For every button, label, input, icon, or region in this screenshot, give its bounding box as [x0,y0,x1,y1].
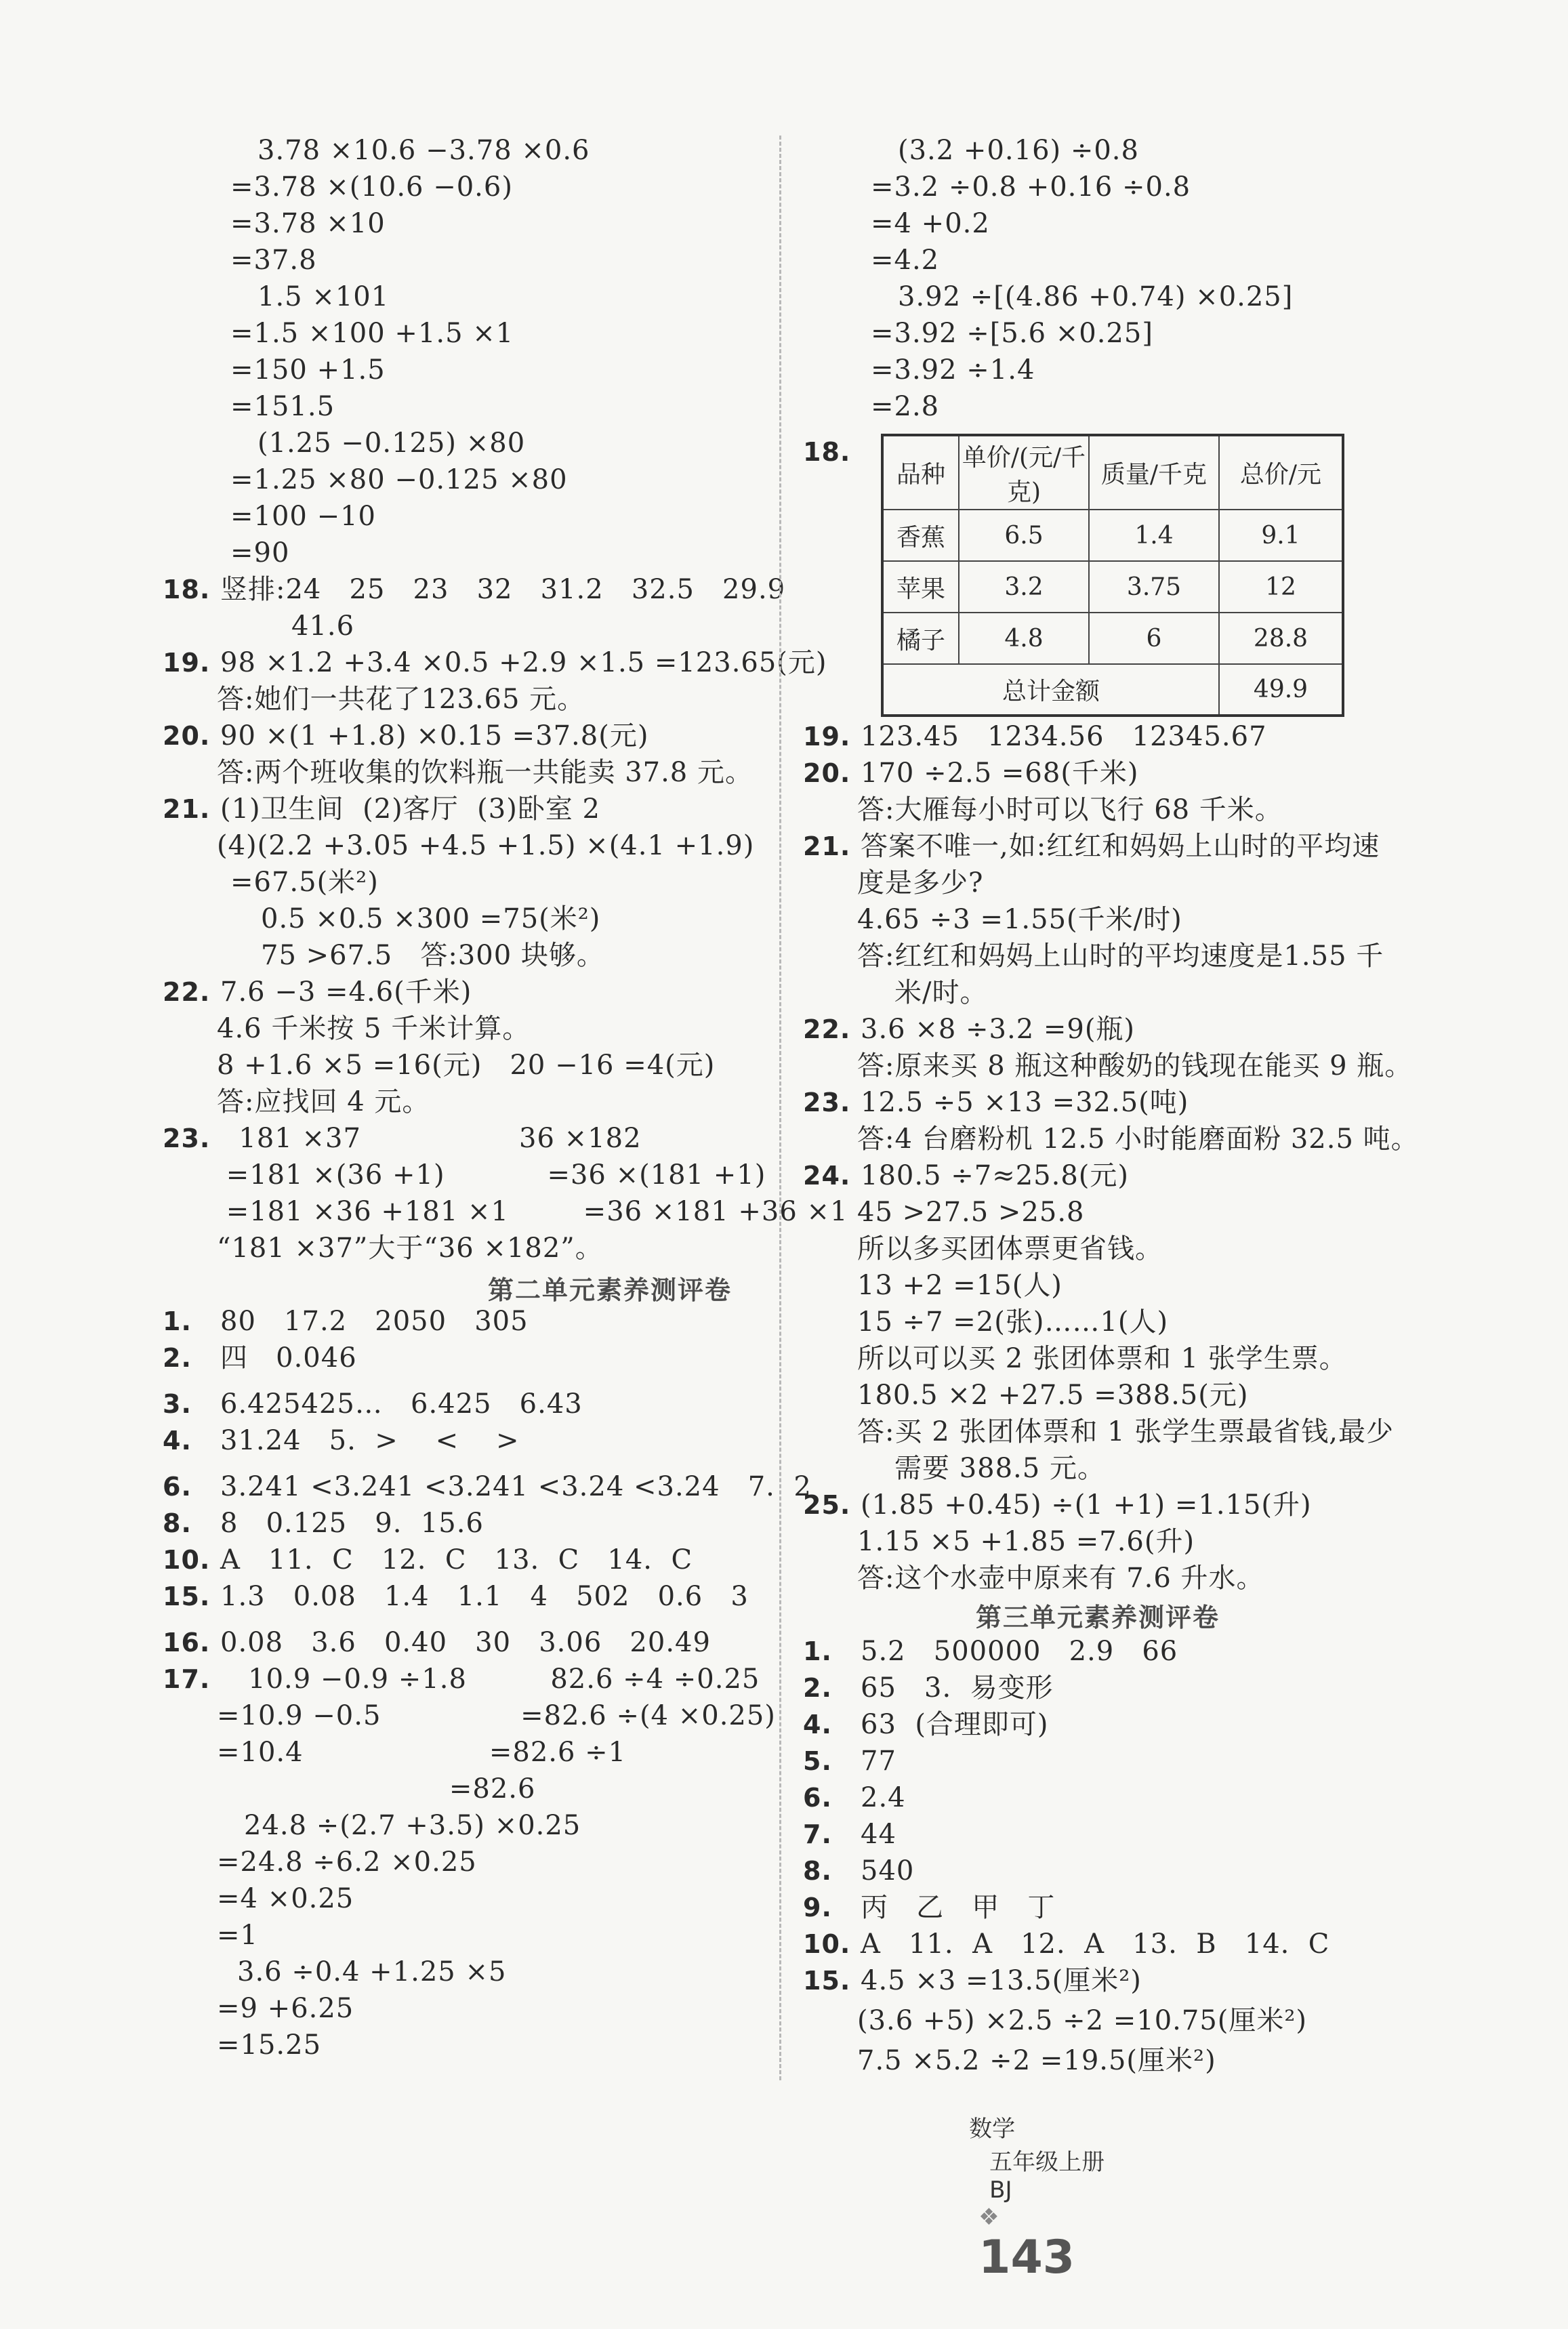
answer-line: 需要 388.5 元。 [894,1453,1105,1484]
answer-line: 3.92 ÷[(4.86 +0.74) ×0.25] [898,281,1294,312]
table-header-weight: 质量/千克 [1089,435,1219,510]
answer-line: 10.9 −0.9 ÷1.8 82.6 ÷4 ÷0.25 [220,1664,760,1695]
answer-line: 丙 乙 甲 丁 [861,1892,1056,1923]
question-number: 16. [163,1628,211,1657]
answer-line: 75 >67.5 答:300 块够。 [261,940,604,971]
answer-line: 答案不唯一,如:红红和妈妈上山时的平均速 [861,831,1380,862]
question-number: 10. [803,1929,851,1959]
answer-line: 45 >27.5 >25.8 [857,1197,1085,1228]
answer-line: =82.6 [217,1773,536,1805]
table-cell: 9.1 [1219,510,1343,561]
table-cell: 28.8 [1219,613,1343,664]
question-number: 6. [163,1472,192,1502]
diamond-icon: ❖ [978,2204,999,2231]
table-cell: 4.8 [959,613,1089,664]
answer-line: =90 [230,537,290,569]
answer-line: (1.25 −0.125) ×80 [257,428,526,459]
answer-line: =100 −10 [230,501,376,532]
table-cell: 12 [1219,561,1343,613]
answer-line: =3.92 ÷1.4 [871,354,1035,386]
question-number: 23. [803,1088,851,1117]
answer-line: 答:应找回 4 元。 [217,1086,430,1117]
answer-line: (3.2 +0.16) ÷0.8 [898,135,1139,166]
answer-line: =4 +0.2 [871,208,990,239]
question-number: 1. [803,1636,832,1666]
answer-line: 答:两个班收集的饮料瓶一共能卖 37.8 元。 [217,757,753,788]
answer-line: =3.78 ×10 [230,208,386,239]
answer-line: 24.8 ÷(2.7 +3.5) ×0.25 [244,1810,581,1841]
question-number: 4. [803,1710,832,1739]
answer-line: 4.65 ÷3 =1.55(千米/时) [857,904,1182,935]
table-header-variety: 品种 [882,435,959,510]
question-number: 2. [163,1343,192,1373]
table-cell: 1.4 [1089,510,1219,561]
answer-line: 65 3. 易变形 [861,1672,1054,1704]
question-number: 2. [803,1673,832,1703]
answer-line: 540 [861,1855,915,1887]
page-number: 143 [978,2231,1075,2284]
answer-line: =4.2 [871,245,940,276]
answer-line: 7.6 −3 =4.6(千米) [220,976,472,1008]
answer-line: A 11. C 12. C 13. C 14. C [220,1544,693,1575]
table-cell: 3.2 [959,561,1089,613]
answer-line: A 11. A 12. A 13. B 14. C [861,1929,1330,1960]
question-number: 6. [803,1783,832,1813]
question-number: 22. [803,1014,851,1044]
answer-line: “181 ×37”大于“36 ×182”。 [217,1233,603,1264]
question-number: 21. [803,831,851,861]
price-table [881,434,1344,717]
answer-line: =9 +6.25 [217,1993,354,2024]
answer-line: =3.2 ÷0.8 +0.16 ÷0.8 [871,171,1191,203]
answer-line: 15 ÷7 =2(张)……1(人) [857,1306,1169,1338]
answer-line: 181 ×37 36 ×182 [220,1123,642,1154]
question-number: 4. [163,1426,192,1456]
answer-line: 180.5 ×2 +27.5 =388.5(元) [857,1380,1249,1411]
table-cell: 香蕉 [882,510,959,561]
answer-line: 180.5 ÷7≈25.8(元) [861,1160,1129,1191]
answer-line: 170 ÷2.5 =68(千米) [861,758,1139,789]
table-question-number: 18. [803,437,851,467]
answer-line: 7.5 ×5.2 ÷2 =19.5(厘米²) [857,2045,1216,2076]
answer-line: 63 (合理即可) [861,1709,1049,1740]
answer-line: 80 17.2 2050 305 [220,1306,529,1337]
answer-line: 1.15 ×5 +1.85 =7.6(升) [857,1526,1195,1557]
answer-line: 四 0.046 [220,1342,357,1374]
answer-line: 答:4 台磨粉机 12.5 小时能磨面粉 32.5 吨。 [857,1124,1419,1155]
answer-line: 98 ×1.2 +3.4 ×0.5 +2.9 ×1.5 =123.65(元) [220,647,827,678]
answer-line: =3.92 ÷[5.6 ×0.25] [871,318,1153,349]
table-header-unit-price: 单价/(元/千克) [959,435,1089,510]
answer-line: =1.25 ×80 −0.125 ×80 [230,464,568,495]
question-number: 3. [163,1389,192,1419]
answer-line: 41.6 [291,611,355,642]
answer-line: 31.24 5. > < > [220,1425,520,1456]
answer-line: 1.5 ×101 [257,281,390,312]
answer-line: 77 [861,1746,896,1777]
question-number: 7. [803,1819,832,1849]
question-number: 24. [803,1161,851,1191]
answer-line: 度是多少? [857,867,984,899]
footer-grade: 五年级上册 [989,2149,1105,2176]
footer-edition: BJ [989,2177,1012,2204]
answer-line: 答:大雁每小时可以飞行 68 千米。 [857,794,1283,825]
table-cell: 6.5 [959,510,1089,561]
answer-line: =10.9 −0.5 =82.6 ÷(4 ×0.25) [217,1700,776,1731]
answer-line: (3.6 +5) ×2.5 ÷2 =10.75(厘米²) [857,2005,1308,2036]
answer-line: 答:原来买 8 瓶这种酸奶的钱现在能买 9 瓶。 [857,1050,1413,1081]
answer-line: 90 ×(1 +1.8) ×0.15 =37.8(元) [220,720,649,751]
question-number: 8. [803,1856,832,1886]
answer-line: 所以多买团体票更省钱。 [857,1233,1163,1264]
answer-line: =15.25 [217,2029,322,2061]
table-cell: 苹果 [882,561,959,613]
answer-line: 答:她们一共花了123.65 元。 [217,684,585,715]
answer-line: 13 +2 =15(人) [857,1270,1062,1301]
answer-line: =2.8 [871,391,940,422]
question-number: 22. [163,977,211,1007]
answer-line: =24.8 ÷6.2 ×0.25 [217,1847,477,1878]
answer-line: 0.5 ×0.5 ×300 =75(米²) [261,903,601,934]
question-number: 23. [163,1124,211,1153]
question-number: 9. [803,1893,832,1922]
answer-line: (1.85 +0.45) ÷(1 +1) =1.15(升) [861,1489,1312,1521]
page-footer [962,2097,1105,2284]
answer-line: 3.241 <3.241 <3.241 <3.24 <3.24 7. 2 [220,1471,812,1502]
question-number: 20. [163,721,211,751]
question-number: 1. [163,1306,192,1336]
answer-line: 8 +1.6 ×5 =16(元) 20 −16 =4(元) [217,1050,716,1081]
answer-line: 答:这个水壶中原来有 7.6 升水。 [857,1563,1264,1594]
column-divider [779,136,781,2080]
answer-line: 3.6 ×8 ÷3.2 =9(瓶) [861,1014,1136,1045]
question-number: 19. [163,648,211,678]
answer-line: 所以可以买 2 张团体票和 1 张学生票。 [857,1343,1347,1374]
answer-line: (1)卫生间 (2)客厅 (3)卧室 2 [220,793,601,825]
answer-line: 123.45 1234.56 12345.67 [861,721,1267,752]
answer-line: =181 ×36 +181 ×1 =36 ×181 +36 ×1 [217,1196,848,1227]
footer-subject: 数学 [969,2116,1016,2143]
question-number: 10. [163,1545,211,1575]
answer-line: 44 [861,1819,896,1850]
unit-2-heading: 第二单元素养测评卷 [488,1275,733,1305]
question-number: 19. [803,722,851,751]
question-number: 18. [163,575,211,604]
table-total-label: 总计金额 [882,664,1219,716]
answer-line: 8 0.125 9. 15.6 [220,1508,484,1539]
answer-line: 0.08 3.6 0.40 30 3.06 20.49 [220,1627,711,1658]
answer-line: =4 ×0.25 [217,1883,354,1914]
answer-line: =37.8 [230,245,317,276]
answer-line: 3.6 ÷0.4 +1.25 ×5 [237,1956,507,1987]
answer-line: 12.5 ÷5 ×13 =32.5(吨) [861,1087,1189,1118]
answer-line: 4.6 千米按 5 千米计算。 [217,1013,531,1044]
answer-line: =67.5(米²) [230,867,379,898]
table-cell: 3.75 [1089,561,1219,613]
question-number: 8. [163,1508,192,1538]
answer-line: 竖排:24 25 23 32 31.2 32.5 29.9 [220,574,786,605]
question-number: 25. [803,1490,851,1520]
question-number: 5. [803,1746,832,1776]
question-number: 21. [163,794,211,824]
table-header-total: 总价/元 [1219,435,1343,510]
answer-line: 米/时。 [894,977,988,1008]
answer-line: =1 [217,1920,258,1951]
answer-line: =1.5 ×100 +1.5 ×1 [230,318,514,349]
answer-line: (4)(2.2 +3.05 +4.5 +1.5) ×(4.1 +1.9) [217,830,755,861]
table-cell: 橘子 [882,613,959,664]
question-number: 15. [163,1582,211,1611]
table-cell: 6 [1089,613,1219,664]
question-number: 15. [803,1966,851,1996]
answer-line: =151.5 [230,391,335,422]
answer-line: 答:买 2 张团体票和 1 张学生票最省钱,最少 [857,1416,1394,1447]
question-number: 20. [803,758,851,788]
answer-line: =10.4 =82.6 ÷1 [217,1737,627,1768]
answer-line: =3.78 ×(10.6 −0.6) [230,171,513,203]
answer-line: =150 +1.5 [230,354,386,386]
answer-line: 5.2 500000 2.9 66 [861,1636,1178,1667]
answer-line: 答:红红和妈妈上山时的平均速度是1.55 千 [857,941,1384,972]
table-total-value: 49.9 [1219,664,1343,716]
answer-line: 3.78 ×10.6 −3.78 ×0.6 [257,135,590,166]
answer-line: =181 ×(36 +1) =36 ×(181 +1) [217,1159,766,1191]
answer-line: 2.4 [861,1782,906,1813]
answer-line: 4.5 ×3 =13.5(厘米²) [861,1965,1142,1996]
question-number: 17. [163,1664,211,1694]
answer-line: 1.3 0.08 1.4 1.1 4 502 0.6 3 [220,1581,749,1612]
unit-3-heading: 第三单元素养测评卷 [976,1603,1220,1632]
answer-line: 6.425425… 6.425 6.43 [220,1388,583,1420]
